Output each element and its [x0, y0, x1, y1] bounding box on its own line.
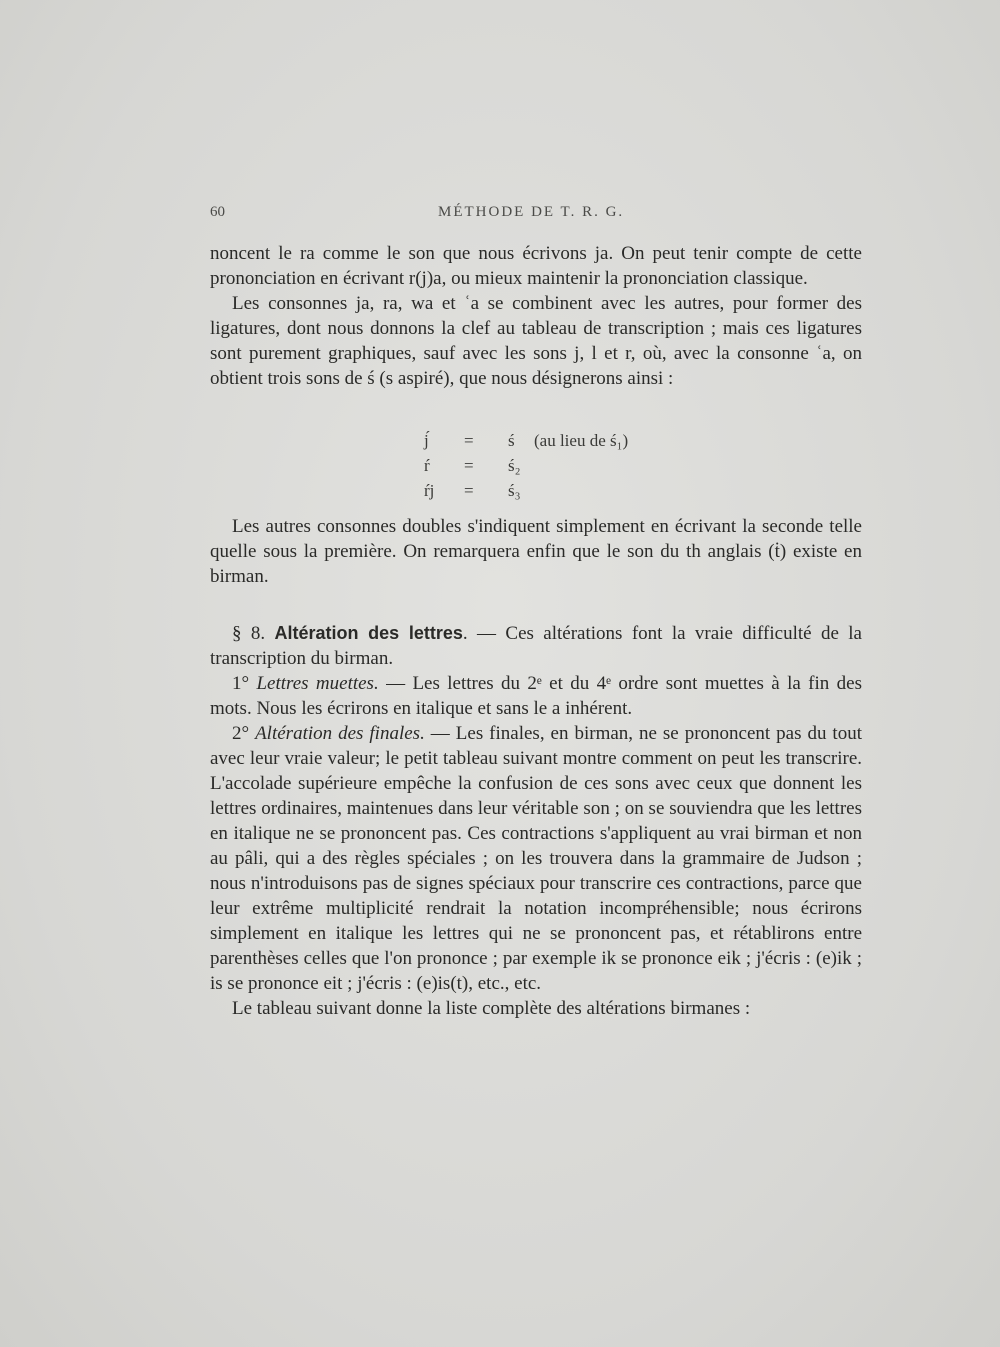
paragraph-double-consonants: Les autres consonnes doubles s'indiquent simplement en écrivant la seconde telle quelle sous la première. On remarquera enfin que le son du th anglais (ṫ) existe en birman. — [210, 516, 862, 587]
item-label: 1° — [232, 673, 257, 694]
item-mute-letters — [210, 671, 862, 721]
equation-left: ŕ — [424, 456, 430, 475]
equation-right: ś — [508, 431, 515, 450]
item-text: — Les lettres du 2ᵉ et du 4ᵉ ordre sont muettes à la fin des mots. Nous les écrirons en italique et sans le a inhérent. — [210, 673, 862, 719]
text-block-intro — [210, 241, 862, 391]
equation-right: ś₂ — [508, 456, 521, 475]
equation-operator: = — [464, 481, 474, 500]
equation-left: j́ — [424, 431, 429, 450]
equation-operator: = — [464, 456, 474, 475]
running-header — [210, 204, 860, 228]
section-title: Altération des lettres — [274, 623, 463, 643]
equation-row — [424, 478, 684, 503]
text-block-double-consonants — [210, 514, 862, 589]
paragraph-continuation: noncent le ra comme le son que nous écrivons ja. On peut tenir compte de cette prononciation en écrivant r(j)a, ou mieux maintenir la prononciation classique. — [210, 243, 862, 289]
equation-note: (au lieu de ś₁) — [534, 431, 629, 450]
equation-list — [424, 428, 684, 503]
item-final-alteration — [210, 721, 862, 996]
section-number: § 8. — [232, 623, 266, 644]
section-heading-paragraph — [210, 621, 862, 671]
section-8 — [210, 621, 862, 1021]
item-title: Lettres muettes. — [256, 673, 379, 694]
paragraph-ligatures: Les consonnes ja, ra, wa et ʿa se combinent avec les autres, pour former des ligatures, dont nous donnons la clef au tableau de transcription ; mais ces ligatures sont purement graphiques, sauf avec les sons j, l et r, où, avec la consonne ʿa, on obtient trois sons de ś (s aspiré), que nous désignerons ainsi : — [210, 293, 862, 389]
equation-row — [424, 428, 684, 453]
equation-operator: = — [464, 431, 474, 450]
item-label: 2° — [232, 723, 256, 744]
paragraph-table-intro: Le tableau suivant donne la liste complète des altérations birmanes : — [232, 998, 751, 1019]
running-title: MÉTHODE DE T. R. G. — [438, 204, 625, 220]
page-number: 60 — [210, 204, 225, 220]
equation-right: ś₃ — [508, 481, 521, 500]
section-intro: . — Ces altérations font la vraie difficulté de la transcription du birman. — [210, 623, 862, 669]
equation-row — [424, 453, 684, 478]
equation-left: ŕj — [424, 481, 435, 500]
item-text: — Les finales, en birman, ne se prononcent pas du tout avec leur vraie valeur; le petit tableau suivant montre comment on peut les transcrire. L'accolade supérieure empêche la confusion de ces sons avec ceux que donnent les lettres ordinaires, maintenues dans leur véritable son ; on se souviendra que les lettres en italique ne se prononcent pas. Ces contractions s'appliquent au vrai birman et non au pâli, qui a des règles spéciales ; on les trouvera dans la grammaire de Judson ; nous n'introduisons pas de signes spéciaux pour transcrire ces contractions, parce que leur extrême multiplicité rendrait la notation incompréhensible; nous écrirons simplement en italique les lettres qui ne se prononcent pas, et rétablirons entre parenthèses celles que l'on prononce ; par exemple ik se prononce eik ; j'écris : (e)ik ; is se prononce eit ; j'écris : (e)is(t), etc., etc. — [210, 723, 862, 994]
item-title: Altération des finales. — [255, 723, 425, 744]
